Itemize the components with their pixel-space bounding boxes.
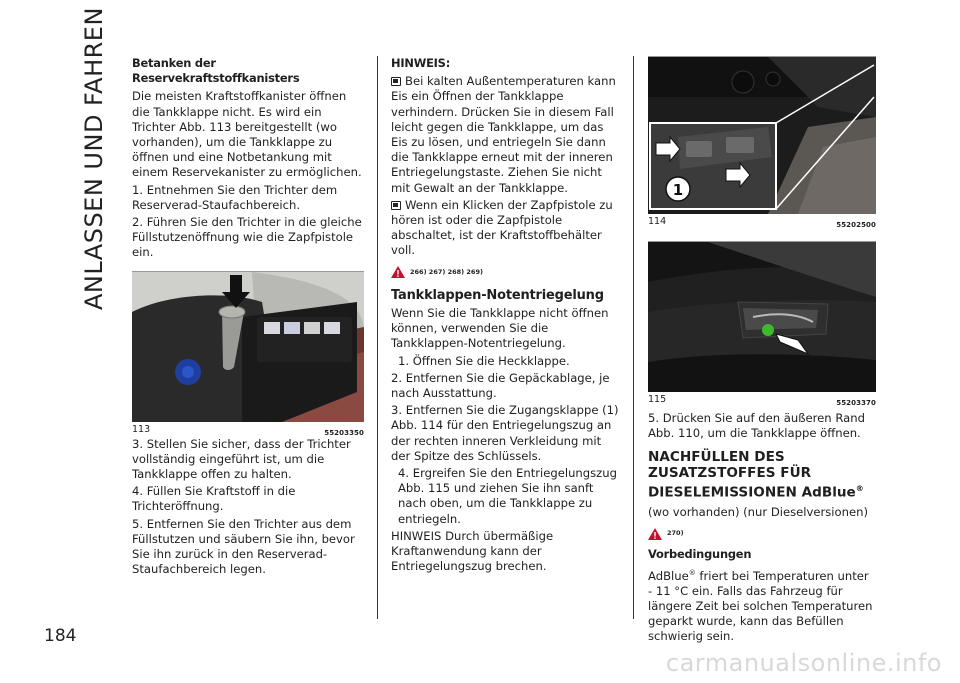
figure-113-image <box>132 272 364 422</box>
fuel-door-funnel-illustration <box>132 272 364 422</box>
figure-113 <box>132 271 364 439</box>
figure-113-number: 113 <box>132 423 151 435</box>
step-4: 4. Füllen Sie Kraftstoff in die Trichteröffnung. <box>132 484 296 514</box>
registered-mark: ® <box>688 568 696 577</box>
note-2 <box>391 198 621 259</box>
step-5: 5. Drücken Sie auf den äußeren Rand Abb. 110, um die Tankklappe öffnen. <box>648 411 865 441</box>
cargo-area-access-panel-photo <box>648 57 876 214</box>
warning-triangle-icon <box>648 528 662 540</box>
figure-114 <box>648 56 876 231</box>
column-divider-1 <box>377 56 378 619</box>
paragraph: (wo vorhanden) (nur Dieselversionen) <box>648 504 868 519</box>
figure-113-code: 55203350 <box>324 428 364 437</box>
section-subheading: Betanken der Reservekraftstoffkanisters <box>132 56 300 86</box>
paragraph <box>648 566 876 645</box>
heading-line-2: ZUSATZSTOFFES FÜR <box>648 465 812 482</box>
note-icon <box>391 77 401 86</box>
column-2 <box>391 56 621 577</box>
step-3: 3. Entfernen Sie die Zugangsklappe (1) Abb. 114 für den Entriegelungszug an der rechten inneren Verkleidung mit der Spitze des Schlüssels. <box>391 403 619 463</box>
step-3: 3. Stellen Sie sicher, dass der Trichter vollständig eingeführt ist, um die Tankklappe offen zu halten. <box>132 436 351 482</box>
registered-mark: ® <box>855 484 864 494</box>
figure-115 <box>648 241 876 409</box>
heading-line-3: DIESELEMISSIONEN AdBlue <box>648 484 856 501</box>
heading-line-1: NACHFÜLLEN DES <box>648 449 785 466</box>
step-4: 4. Ergreifen Sie den Entriegelungszug Abb. 115 und ziehen Sie ihn sanft nach oben, um die Tankklappe zu entriegeln. <box>398 466 617 526</box>
step-2: 2. Führen Sie den Trichter in die gleiche Füllstutzenöffnung wie die Zapfpistole ein. <box>132 215 362 260</box>
chapter-title: ANLASSEN UND FAHREN <box>80 7 108 310</box>
step-1: 1. Öffnen Sie die Heckklappe. <box>398 353 570 368</box>
warning-reference-number: 270) <box>667 529 684 538</box>
figure-115-image <box>648 242 876 392</box>
step-1: 1. Entnehmen Sie den Trichter dem Reserverad-Staufachbereich. <box>132 182 338 212</box>
hinweis: HINWEIS Durch übermäßige Kraftanwendung kann der Entriegelungszug brechen. <box>391 528 554 574</box>
warning-references <box>391 265 621 280</box>
column-3 <box>648 56 876 646</box>
note-heading: HINWEIS: <box>391 56 451 70</box>
column-1 <box>132 56 364 579</box>
paragraph: Die meisten Kraftstoffkanister öffnen die Tankklappe nicht. Es wird ein Trichter Abb. 113 bereitgestellt (wo vorhanden), um die Tankklappe zu öffnen und eine Notbetankung mit einem Reservekanister zu ermöglichen. <box>132 89 362 180</box>
figure-114-image <box>648 57 876 214</box>
adblue-label: AdBlue <box>648 568 689 583</box>
note-2-text: Wenn ein Klicken der Zapfpistole zu hören ist oder die Zapfpistole abschaltet, ist der Kraftstoffbehälter voll. <box>391 197 613 258</box>
figure-115-code: 55203370 <box>836 399 876 407</box>
watermark: carmanualsonline.info <box>665 649 942 677</box>
step-5: 5. Entfernen Sie den Trichter aus dem Füllstutzen und säubern Sie ihn, bevor Sie ihn zurück in den Reserverad-Staufachbereich legen. <box>132 516 355 577</box>
subheading: Vorbedingungen <box>648 547 752 562</box>
step-2: 2. Entfernen Sie die Gepäckablage, je nach Ausstattung. <box>391 370 610 401</box>
column-divider-2 <box>633 56 634 619</box>
callout-1-label: 1 <box>672 181 684 199</box>
figure-114-code: 55202500 <box>836 221 876 229</box>
section-heading: Tankklappen-Notentriegelung <box>391 287 604 303</box>
note-icon <box>391 201 401 210</box>
warning-references <box>648 526 876 541</box>
page-number: 184 <box>44 626 77 646</box>
section-heading <box>648 449 876 501</box>
paragraph-text: friert bei Temperaturen unter - 11 °C ein. Falls das Fahrzeug für längere Zeit bei solchen Temperaturen geparkt wurde, kann das Befüllen schwierig sein. <box>648 568 873 644</box>
note-1-text: Bei kalten Außentemperaturen kann Eis ein Öffnen der Tankklappe verhindern. Drücken Sie in diesem Fall leicht gegen die Tankklappe, um das Eis zu lösen, und entriegeln Sie dann die Tankklappe erneut mit der inneren Entriegelungstaste. Ziehen Sie nicht mit Gewalt an der Tankklappe. <box>391 74 616 195</box>
release-cable-photo <box>648 242 876 392</box>
warning-reference-numbers: 266) 267) 268) 269) <box>410 267 483 276</box>
figure-115-number: 115 <box>648 394 667 405</box>
figure-114-number: 114 <box>648 216 667 227</box>
paragraph: Wenn Sie die Tankklappe nicht öffnen können, verwenden Sie die Tankklappen-Notentriegelung. <box>391 306 609 351</box>
note-1 <box>391 74 621 196</box>
warning-triangle-icon <box>391 266 405 278</box>
